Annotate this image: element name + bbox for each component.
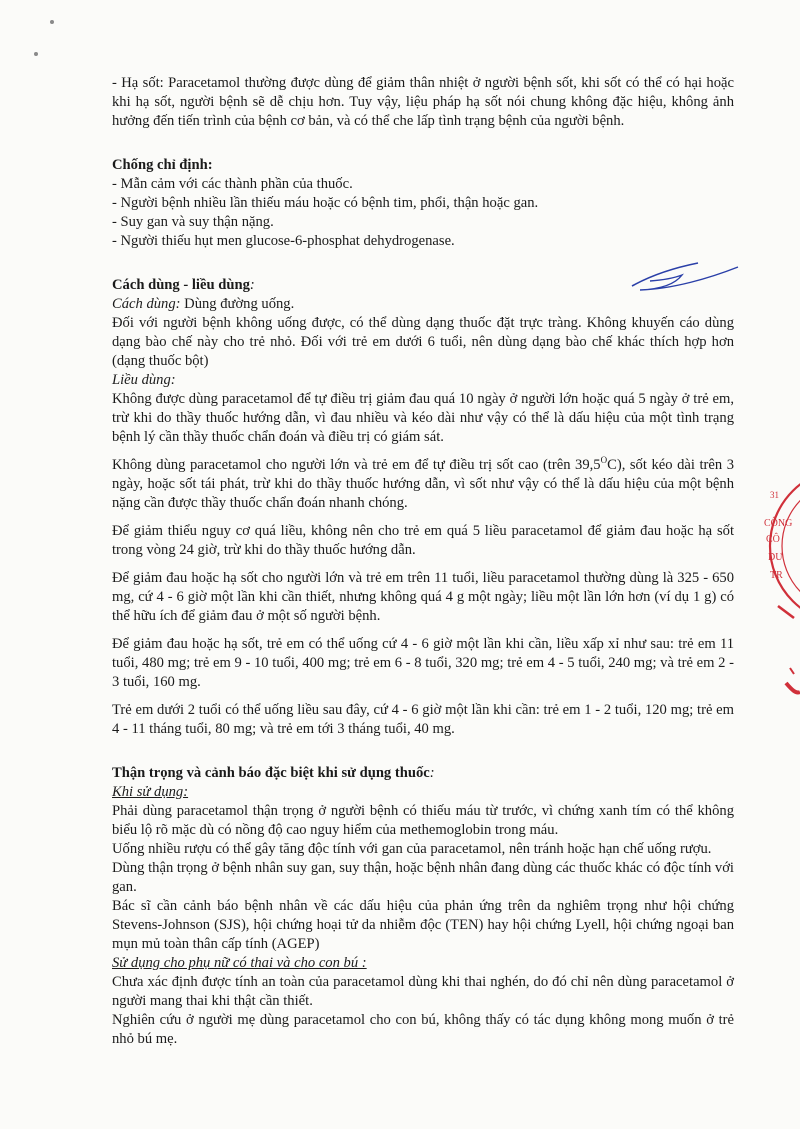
contraindication-item: - Suy gan và suy thận nặng. — [112, 214, 274, 230]
dose-paragraph: Không được dùng paracetamol để tự điều trị giảm đau quá 10 ngày ở người lớn hoặc quá 5 ngày ở trẻ em, trừ khi do thầy thuốc hướng dẫn, vì đau nhiều và kéo dài như vậy có thể là dấu hiệu của một tình trạng bệnh lý cần thầy thuốc chẩn đoán và điều trị có giám sát. — [112, 391, 734, 445]
usage-paragraph: Phải dùng paracetamol thận trọng ở người bệnh có thiếu máu từ trước, vì chứng xanh tím có thể không biểu lộ rõ mặc dù có nồng độ cao nguy hiểm của methemoglobin trong máu. — [112, 803, 734, 838]
contraindication-item: - Người thiếu hụt men glucose-6-phosphat dehydrogenase. — [112, 233, 455, 249]
pregnancy-paragraph: Chưa xác định được tính an toàn của paracetamol dùng khi thai nghén, do đó chỉ nên dùng paracetamol ở người mang thai khi thật cần thiết. — [112, 974, 734, 1009]
red-seal-stamp — [748, 478, 800, 708]
warnings-heading-text: Thận trọng và cảnh báo đặc biệt khi sử dụng thuốc — [112, 765, 430, 781]
scan-mark — [34, 52, 38, 56]
contraindication-item: - Mẫn cảm với các thành phần của thuốc. — [112, 176, 353, 192]
method-label: Cách dùng: — [112, 296, 181, 312]
dose-paragraph: Để giảm đau hoặc hạ sốt, trẻ em có thể uống cứ 4 - 6 giờ một lần khi cần, liều xấp xỉ như sau: trẻ em 11 tuổi, 480 mg; trẻ em 9 - 10 tuổi, 400 mg; trẻ em 6 - 8 tuổi, 320 mg; trẻ em 4 - 5 tuổi, 240 mg; và trẻ em 2 - 3 tuổi, 160 mg. — [112, 636, 734, 690]
degree-sup: O — [600, 455, 608, 466]
method-text: Dùng đường uống. — [180, 296, 295, 312]
svg-text:TR: TR — [770, 570, 783, 581]
contraindications-heading: Chống chỉ định: — [112, 157, 213, 173]
method-line — [112, 295, 734, 314]
dose-paragraph — [112, 456, 734, 513]
svg-text:31: 31 — [770, 490, 779, 500]
handwritten-signature — [628, 259, 740, 297]
usage-label: Khi sử dụng: — [112, 784, 189, 800]
svg-text:CÔNG: CÔNG — [764, 518, 793, 529]
dose-label: Liều dùng: — [112, 372, 176, 388]
svg-text:CÔ: CÔ — [766, 534, 780, 545]
fever-prefix: - Hạ sốt: — [112, 75, 169, 91]
pregnancy-label: Sử dụng cho phụ nữ có thai và cho con bú : — [112, 955, 367, 971]
document-page — [112, 74, 734, 1049]
usage-paragraph: Uống nhiều rượu có thể gây tăng độc tính với gan của paracetamol, nên tránh hoặc hạn chế uống rượu. — [112, 841, 712, 857]
dose-p2-a: Không dùng paracetamol cho người lớn và trẻ em để tự điều trị sốt cao (trên 39,5 — [112, 457, 601, 473]
warnings-heading-suffix: : — [429, 765, 435, 781]
warnings-heading — [112, 764, 734, 783]
scan-mark — [50, 20, 54, 24]
usage-paragraph: Dùng thận trọng ở bệnh nhân suy gan, suy thận, hoặc bệnh nhân đang dùng các thuốc khác có độc tính với gan. — [112, 860, 734, 895]
svg-text:DƯ: DƯ — [768, 552, 783, 563]
dose-paragraph: Để giảm thiểu nguy cơ quá liều, không nên cho trẻ em quá 5 liều paracetamol để giảm đau hoặc hạ sốt trong vòng 24 giờ, trừ khi do thầy thuốc hướng dẫn. — [112, 523, 734, 558]
pregnancy-paragraph: Nghiên cứu ở người mẹ dùng paracetamol cho con bú, không thấy có tác dụng không mong muốn ở trẻ nhỏ bú mẹ. — [112, 1012, 734, 1047]
fever-text: Paracetamol thường được dùng để giảm thân nhiệt ở người bệnh sốt, khi sốt có thể có hại hoặc khi hạ sốt, người bệnh sẽ dễ chịu hơn. Tuy vậy, liệu pháp hạ sốt nói chung không đặc hiệu, không ảnh hưởng đến tiến trình của bệnh cơ bản, và có thể che lấp tình trạng bệnh của người bệnh. — [112, 75, 734, 129]
usage-paragraph: Bác sĩ cần cảnh báo bệnh nhân về các dấu hiệu của phản ứng trên da nghiêm trọng như hội chứng Stevens-Johnson (SJS), hội chứng hoại tử da nhiễm độc (TEN) hay hội chứng Lyell, hội chứng ngoại ban mụn mủ toàn thân cấp tính (AGEP) — [112, 898, 734, 952]
method-paragraph: Đối với người bệnh không uống được, có thể dùng dạng thuốc đặt trực tràng. Không khuyến cáo dùng dạng bào chế này cho trẻ nhỏ. Đối với trẻ em dưới 6 tuổi, nên dùng dạng bào chế khác thích hợp hơn (dạng thuốc bột) — [112, 315, 734, 369]
contraindication-item: - Người bệnh nhiều lần thiếu máu hoặc có bệnh tim, phổi, thận hoặc gan. — [112, 195, 539, 211]
dosage-heading-suffix: : — [249, 277, 255, 293]
dosage-heading-text: Cách dùng - liều dùng — [112, 277, 250, 293]
dose-paragraph: Trẻ em dưới 2 tuổi có thể uống liều sau đây, cứ 4 - 6 giờ một lần khi cần: trẻ em 1 - 2 tuổi, 120 mg; trẻ em 4 - 11 tháng tuổi, 80 mg; và trẻ em tới 3 tháng tuổi, 40 mg. — [112, 702, 734, 737]
dose-p2-b: C), sốt kéo dài trên 3 ngày, hoặc sốt tái phát, trừ khi do thầy thuốc hướng dẫn, vì sốt như vậy có thể là dấu hiệu của một bệnh nặng cần được thầy thuốc chẩn đoán nhanh chóng. — [112, 457, 734, 511]
dose-paragraph: Để giảm đau hoặc hạ sốt cho người lớn và trẻ em trên 11 tuổi, liều paracetamol thường dùng là 325 - 650 mg, cứ 4 - 6 giờ một lần khi cần thiết, nhưng không quá 4 g một ngày; liều một lần lớn hơn (ví dụ 1 g) có thể hữu ích để giảm đau ở một số người bệnh. — [112, 570, 734, 624]
fever-paragraph — [112, 74, 734, 131]
